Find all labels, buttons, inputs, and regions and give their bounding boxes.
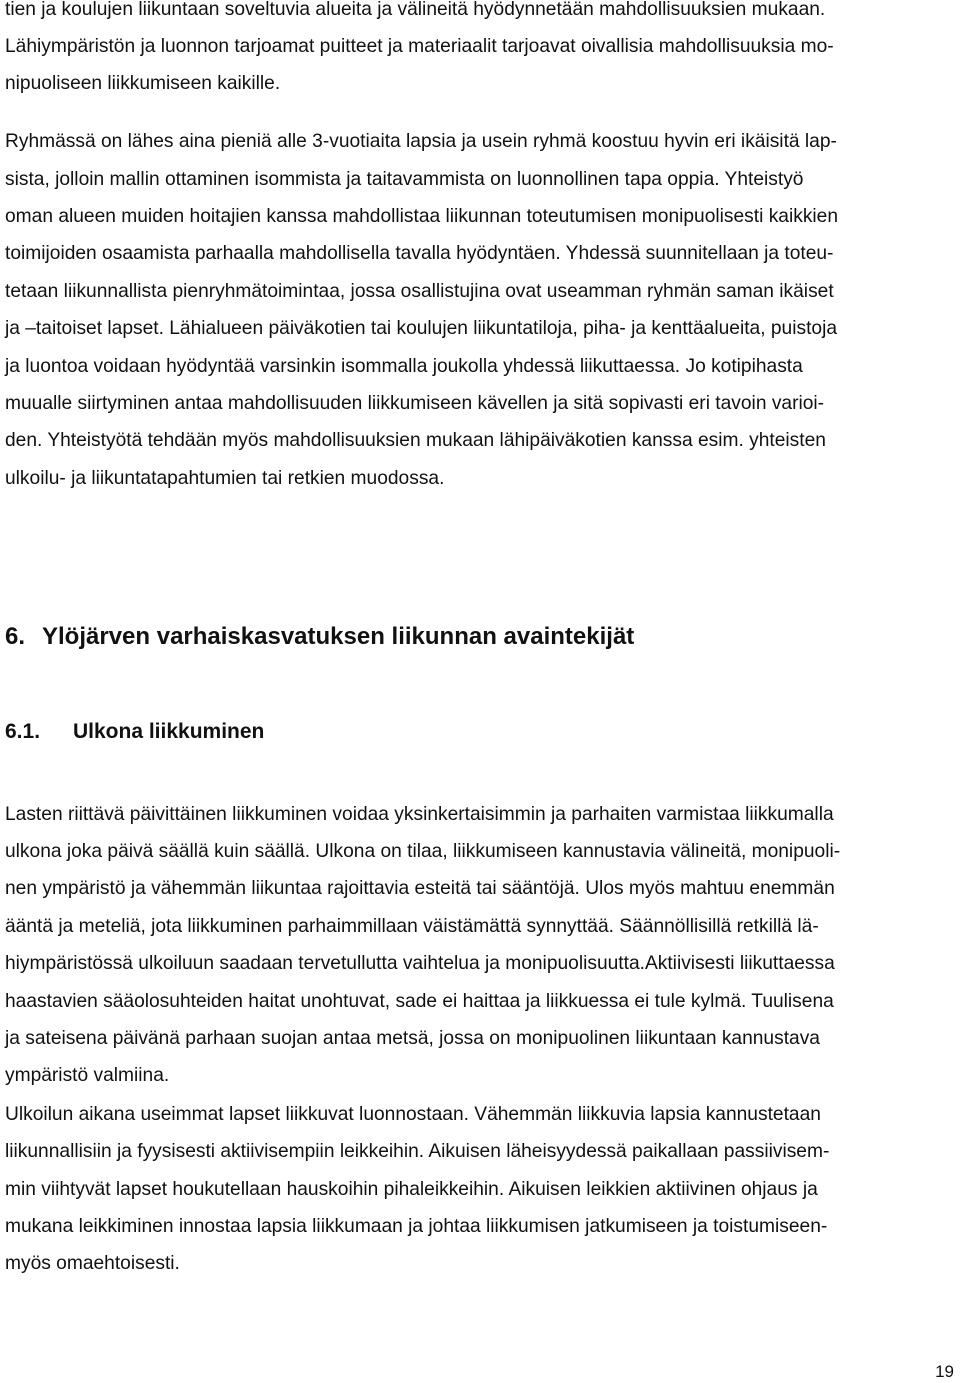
subsection-heading <box>5 718 264 746</box>
text-line: Ulkoilun aikana useimmat lapset liikkuvat luonnostaan. Vähemmän liikkuvia lapsia kannustetaan <box>5 1104 821 1125</box>
text-line: min viihtyvät lapset houkutellaan hauskoihin pihaleikkeihin. Aikuisen leikkien aktiivinen ohjaus ja <box>5 1179 818 1200</box>
text-line: Lähiympäristön ja luonnon tarjoamat puitteet ja materiaalit tarjoavat oivallisia mahdollisuuksia mo- <box>5 36 834 57</box>
text-line: nen ympäristö ja vähemmän liikuntaa rajoittavia esteitä tai sääntöjä. Ulos myös mahtuu enemmän <box>5 878 835 899</box>
text-line: ulkoilu- ja liikuntatapahtumien tai retkien muodossa. <box>5 468 445 489</box>
text-line: toimijoiden osaamista parhaalla mahdollisella tavalla hyödyntäen. Yhdessä suunnitellaan ja toteu- <box>5 243 834 264</box>
text-line: haastavien sääolosuhteiden haitat unohtuvat, sade ei haittaa ja liikkuessa ei tule kylmä. Tuulisena <box>5 991 834 1012</box>
text-line: hiympäristössä ulkoiluun saadaan tervetullutta vaihtelua ja monipuolisuutta.Aktiivisesti liikuttaessa <box>5 953 835 974</box>
page-number: 19 <box>935 1362 954 1381</box>
text-line: Lasten riittävä päivittäinen liikkuminen voidaa yksinkertaisimmin ja parhaiten varmistaa liikkumalla <box>5 804 834 825</box>
text-line: oman alueen muiden hoitajien kanssa mahdollistaa liikunnan toteutumisen monipuolisesti kaikkien <box>5 206 839 227</box>
text-line: den. Yhteistyötä tehdään myös mahdollisuuksien mukaan lähipäiväkotien kanssa esim. yhteisten <box>5 430 826 451</box>
text-line: ääntä ja meteliä, jota liikkuminen parhaimmillaan väistämättä synnyttää. Säännöllisillä retkillä lä- <box>5 916 819 937</box>
text-line: ja sateisena päivänä parhaan suojan antaa metsä, jossa on monipuolinen liikuntaan kannustava <box>5 1028 820 1049</box>
text-line: nipuoliseen liikkumiseen kaikille. <box>5 73 281 94</box>
section-number: 6. <box>5 623 26 650</box>
section-heading <box>5 622 634 652</box>
text-line: mukana leikkiminen innostaa lapsia liikkumaan ja johtaa liikkumisen jatkumiseen ja toistumiseen- <box>5 1216 828 1237</box>
subsection-title: Ulkona liikkuminen <box>73 720 265 743</box>
text-line: liikunnallisiin ja fyysisesti aktiivisempiin leikkeihin. Aikuisen läheisyydessä paikallaan passiivisem- <box>5 1141 830 1162</box>
section-title: Ylöjärven varhaiskasvatuksen liikunnan avaintekijät <box>42 623 635 650</box>
subsection-number: 6.1. <box>5 720 41 743</box>
text-line: tien ja koulujen liikuntaan soveltuvia alueita ja välineitä hyödynnetään mahdollisuuksien mukaan. <box>5 0 826 20</box>
text-line: Ryhmässä on lähes aina pieniä alle 3-vuotiaita lapsia ja usein ryhmä koostuu hyvin eri ikäisitä lap- <box>5 131 837 152</box>
text-line: ja –taitoiset lapset. Lähialueen päiväkotien tai koulujen liikuntatiloja, piha- ja kenttäalueita, puistoja <box>5 318 838 339</box>
text-line: tetaan liikunnallista pienryhmätoimintaa, jossa osallistujina ovat useamman ryhmän saman ikäiset <box>5 281 834 302</box>
text-line: muualle siirtyminen antaa mahdollisuuden liikkumiseen kävellen ja sitä sopivasti eri tavoin varioi- <box>5 393 825 414</box>
text-line: ympäristö valmiina. <box>5 1065 170 1086</box>
text-line: myös omaehtoisesti. <box>5 1253 180 1274</box>
text-line: ja luontoa voidaan hyödyntää varsinkin isommalla joukolla yhdessä liikuttaessa. Jo kotipihasta <box>5 356 803 377</box>
text-line: ulkona joka päivä säällä kuin säällä. Ulkona on tilaa, liikkumiseen kannustavia välineitä, monipuoli- <box>5 841 841 862</box>
text-line: sista, jolloin mallin ottaminen isommista ja taitavammista on luonnollinen tapa oppia. Yhteistyö <box>5 169 804 190</box>
